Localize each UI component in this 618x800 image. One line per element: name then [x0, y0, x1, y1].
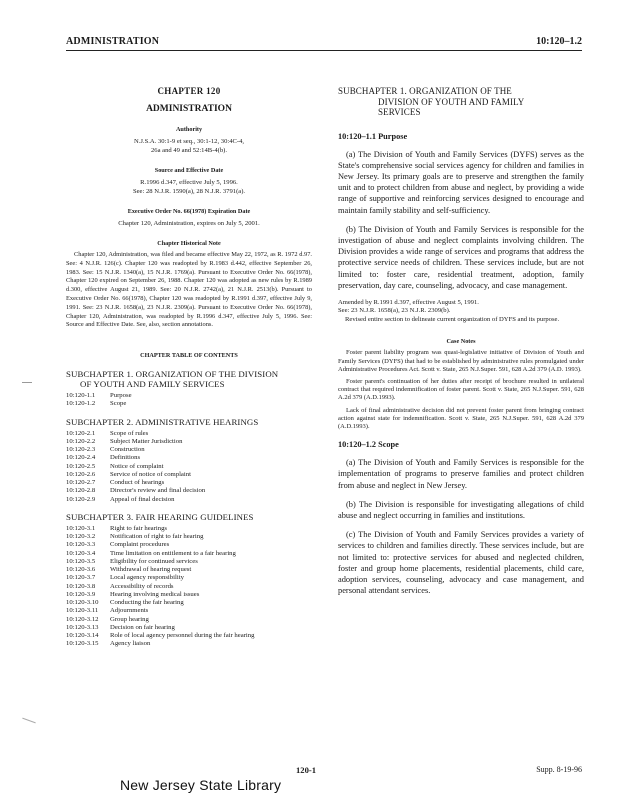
toc-section-title: Hearing involving medical issues: [110, 590, 200, 598]
scan-mark: [22, 718, 35, 724]
section-heading-purpose: 10:120–1.1 Purpose: [338, 131, 408, 141]
toc-heading: CHAPTER TABLE OF CONTENTS: [140, 352, 238, 360]
toc-section-title: Subject Matter Jurisdiction: [110, 437, 183, 445]
subchapter-heading-line: SUBCHAPTER 1. ORGANIZATION OF THE: [338, 86, 512, 96]
authority-line: 26a and 49 and 52:14B-4(b).: [151, 147, 227, 154]
scan-mark: [22, 382, 32, 383]
toc-section-title: Conduct of hearings: [110, 479, 165, 487]
toc-row[interactable]: [66, 487, 312, 495]
source-text: [66, 178, 312, 196]
toc-section-number: 10:120-3.8: [66, 582, 96, 590]
toc-section-number: 10:120-3.10: [66, 599, 99, 607]
header-left: ADMINISTRATION: [66, 36, 160, 47]
toc-section-title: Service of notice of complaint: [110, 470, 191, 478]
toc-section-number: 10:120-1.2: [66, 400, 96, 408]
toc-section-title: Agency liaison: [110, 640, 151, 648]
toc-row[interactable]: [66, 430, 312, 438]
subchapter-heading-line: DIVISION OF YOUTH AND FAMILY: [378, 96, 525, 107]
toc-row[interactable]: [66, 599, 312, 607]
toc-section-title: Accessibility of records: [110, 582, 174, 590]
toc-row[interactable]: [66, 463, 312, 471]
scope-paragraph-b: (b) The Division is responsible for investigating allegations of child abuse and neglect occurring in families and institutions.: [338, 499, 584, 521]
source-heading: Source and Effective Date: [154, 167, 224, 174]
amendment-line: Amended by R.1991 d.397, effective August 5, 1991.: [338, 298, 479, 306]
toc-section-number: 10:120-2.3: [66, 446, 96, 454]
toc-row[interactable]: [66, 392, 312, 400]
toc-section-number: 10:120-3.11: [66, 607, 99, 615]
toc-row[interactable]: [66, 533, 312, 541]
toc-row[interactable]: [66, 624, 312, 632]
toc-section-number: 10:120-2.8: [66, 487, 96, 495]
toc-row[interactable]: [66, 550, 312, 558]
right-column: [338, 86, 584, 597]
toc-section-title: Conducting the fair hearing: [110, 599, 184, 607]
toc-section-title: Adjournments: [110, 607, 149, 615]
section-heading-scope: 10:120–1.2 Scope: [338, 440, 399, 450]
library-stamp: New Jersey State Library: [120, 777, 282, 793]
toc-section-title: Local agency responsibility: [110, 574, 184, 582]
toc-section-number: 10:120-2.1: [66, 429, 96, 437]
toc-section-title: Time limitation on entitlement to a fair hearing: [110, 549, 236, 557]
toc-row[interactable]: [66, 607, 312, 615]
toc-subchapter-1-line: OF YOUTH AND FAMILY SERVICES: [80, 379, 225, 390]
toc-section-number: 10:120-3.15: [66, 640, 99, 648]
toc-subchapter-3: SUBCHAPTER 3. FAIR HEARING GUIDELINES: [66, 511, 254, 522]
case-note: Lack of final administrative decision did not prevent foster parent from bringing contract action against state for indemnification. Scott v. State, 265 N.J.Super. 591, 628 A.2d 379 (A.D.1993).: [338, 406, 584, 431]
authority-heading: Authority: [175, 126, 203, 133]
supplement-date: Supp. 8-19-96: [536, 765, 582, 774]
chapter-title: ADMINISTRATION: [146, 104, 232, 114]
header-rule: [66, 50, 582, 51]
toc-section-number: 10:120-2.4: [66, 454, 96, 462]
toc-section-title: Scope: [110, 400, 127, 408]
toc-subchapter-2: SUBCHAPTER 2. ADMINISTRATIVE HEARINGS: [66, 416, 259, 427]
toc-subchapter-1: [66, 369, 312, 389]
historical-note-heading: Chapter Historical Note: [157, 240, 221, 247]
toc-section-title: Role of local agency personnel during the fair hearing: [110, 632, 255, 640]
eo-text: Chapter 120, Administration, expires on July 5, 2001.: [118, 220, 260, 227]
toc-row[interactable]: [66, 640, 312, 648]
source-line: See: 28 N.J.R. 1590(a), 28 N.J.R. 3791(a).: [132, 188, 246, 195]
toc-section-title: Decision on fair hearing: [110, 623, 175, 631]
source-line: R.1996 d.347, effective July 5, 1996.: [140, 179, 238, 186]
case-notes-heading: Case Notes: [446, 338, 476, 346]
toc-section-number: 10:120-2.5: [66, 462, 96, 470]
toc-row[interactable]: [66, 400, 312, 408]
toc-section-number: 10:120-1.1: [66, 392, 96, 400]
running-header: [66, 36, 582, 48]
toc-row[interactable]: [66, 496, 312, 504]
toc-row[interactable]: [66, 525, 312, 533]
toc-section-number: 10:120-3.6: [66, 566, 96, 574]
toc-section-title: Appeal of final decision: [110, 495, 175, 503]
toc-row[interactable]: [66, 591, 312, 599]
toc-row[interactable]: [66, 616, 312, 624]
toc-section-title: Eligibility for continued services: [110, 557, 198, 565]
toc-row[interactable]: [66, 566, 312, 574]
toc-section-number: 10:120-3.5: [66, 557, 96, 565]
eo-heading: Executive Order No. 66(1978) Expiration Date: [127, 208, 251, 215]
toc-row[interactable]: [66, 479, 312, 487]
chapter-number: CHAPTER 120: [157, 86, 221, 96]
amendment-note: [338, 299, 584, 325]
toc-row[interactable]: [66, 446, 312, 454]
historical-note-text: Chapter 120, Administration, was filed and became effective May 22, 1972, as R. 1972 d.97. See: 4 N.J.R. 126(c). Chapter 120 was readopted by R.1983 d.442, effective September 26, 1983. See: 15 N.J.R. 1340(a), 15 N.J.R. 1769(a). Pursuant to Executive Order No. 66(1978), Chapter 120 expired on September 26, 1988. Chapter 120 was adopted as new rules by R.1989 d.300, effective August 21, 1989. See: 20 N.J.R. 2742(a), 21 N.J.R. 2513(b). Pursuant to Executive Order No. 66(1978), Chapter 120 was readopted by R.1991 d.397, effective July 9, 1991. See: 23 N.J.R. 1658(a), 23 N.J.R. 2309(a). Pursuant to Executive Order No. 66(1978), Chapter 120, Administration, was readopted by R.1996 d.347, effective July 5, 1996. See: Source and Effective Date. See, also, section annotations.: [66, 251, 312, 329]
scope-paragraph-c: (c) The Division of Youth and Family Services provides a variety of services to children and families directly. These services include, but are not limited to: protective services for abused and neglected children, foster and group home placements, residential placements, child care, adoption services, counseling, advocacy and case management, and personal attendant services.: [338, 530, 584, 596]
case-note: Foster parent's continuation of her duties after receipt of brochure resulted in unilateral contract that required indemnification of foster parent. Scott v. State, 265 N.J.Super. 591, 628 A.2d 379 (A.D.1993).: [338, 378, 584, 402]
toc-list-3: [66, 525, 312, 649]
toc-section-number: 10:120-3.3: [66, 541, 96, 549]
subchapter-1-heading: [338, 86, 584, 118]
toc-section-title: Director's review and final decision: [110, 487, 206, 495]
purpose-paragraph-b: (b) The Division of Youth and Family Services is responsible for the investigation of abuse and neglect complaints involving children. The Division provides a wide range of services and programs that address the protective service needs of children. These services include, but are not limited to: foster care, residential treatment, adoption, family preservation, day care, counseling, advocacy, and case management.: [338, 224, 584, 290]
toc-section-number: 10:120-3.7: [66, 574, 96, 582]
toc-row[interactable]: [66, 558, 312, 566]
toc-section-number: 10:120-3.4: [66, 549, 96, 557]
toc-row[interactable]: [66, 541, 312, 549]
toc-section-title: Definitions: [110, 454, 141, 462]
toc-section-number: 10:120-3.1: [66, 524, 96, 532]
toc-section-number: 10:120-2.9: [66, 495, 96, 503]
toc-section-title: Right to fair hearings: [110, 524, 168, 532]
toc-section-title: Construction: [110, 446, 145, 454]
toc-section-title: Purpose: [110, 392, 132, 400]
toc-section-number: 10:120-2.7: [66, 479, 96, 487]
amendment-line: Revised entire section to delineate current organization of DYFS and its purpose.: [345, 315, 560, 323]
toc-section-title: Notice of complaint: [110, 462, 164, 470]
scope-paragraph-a: (a) The Division of Youth and Family Services is responsible for the implementation of programs to preserve families and protect children from abuse and neglect in New Jersey.: [338, 458, 584, 490]
toc-section-title: Withdrawal of hearing request: [110, 566, 192, 574]
toc-section-number: 10:120-3.13: [66, 623, 99, 631]
toc-section-title: Complaint procedures: [110, 541, 170, 549]
toc-row[interactable]: [66, 583, 312, 591]
toc-row[interactable]: [66, 574, 312, 582]
amendment-line: See: 23 N.J.R. 1658(a), 23 N.J.R. 2309(b).: [338, 307, 451, 315]
left-column: [66, 86, 312, 649]
toc-row[interactable]: [66, 471, 312, 479]
toc-section-number: 10:120-2.2: [66, 437, 96, 445]
toc-section-number: 10:120-3.9: [66, 590, 96, 598]
toc-row[interactable]: [66, 438, 312, 446]
toc-subchapter-1-line: SUBCHAPTER 1. ORGANIZATION OF THE DIVISION: [66, 369, 279, 380]
subchapter-heading-line: SERVICES: [378, 107, 421, 117]
toc-section-title: Scope of rules: [110, 429, 149, 437]
case-note: Foster parent liability program was quasi-legislative initiative of Division of Youth and Family Services (DYFS) that had to be established by administrative rules promulgated under Administrative Procedures Act. Scott v. State, 265 N.J.Super. 591, 628 A.2d 379 (A.D. 1993).: [338, 349, 584, 373]
toc-list-1: [66, 392, 312, 409]
toc-section-title: Notification of right to fair hearing: [110, 533, 204, 541]
authority-line: N.J.S.A. 30:1-9 et seq., 30:1-12, 30:4C-4,: [133, 138, 245, 145]
purpose-paragraph-a: (a) The Division of Youth and Family Services (DYFS) serves as the State's comprehensive social services agency for children and families in New Jersey. Its primary goals are to preserve and strengthen the family unit and to protect children from abuse and neglect, by providing a wide range of supportive and reinforcing services designed to encourage and maintain family stability and self-sufficiency.: [338, 149, 584, 215]
page-number: 120-1: [296, 765, 317, 775]
toc-row[interactable]: [66, 632, 312, 640]
toc-section-number: 10:120-3.12: [66, 615, 99, 623]
toc-section-number: 10:120-3.14: [66, 632, 99, 640]
toc-section-title: Group hearing: [110, 615, 149, 623]
toc-section-number: 10:120-3.2: [66, 533, 96, 541]
toc-row[interactable]: [66, 454, 312, 462]
toc-section-number: 10:120-2.6: [66, 470, 96, 478]
toc-list-2: [66, 430, 312, 504]
header-right: 10:120–1.2: [536, 36, 582, 47]
authority-text: [66, 137, 312, 155]
